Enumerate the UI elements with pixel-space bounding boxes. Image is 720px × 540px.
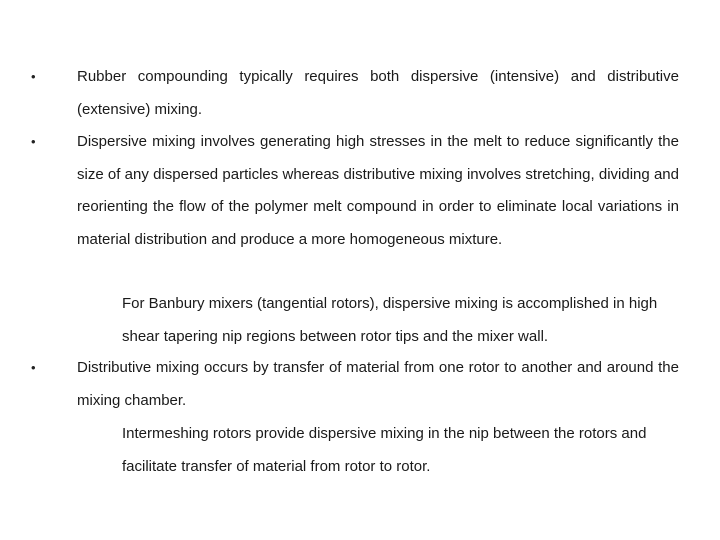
- bullet-text-2-part-1: involves generating high stresses in the melt to reduce significantly the size of any dispersed particles whereas: [77, 133, 679, 183]
- bullet-icon: •: [31, 134, 36, 149]
- term-distributive-mixing: distributive mixing: [343, 165, 463, 183]
- bullet-text-2: [77, 126, 679, 256]
- bullet-icon: •: [31, 360, 36, 375]
- bullet-text-2-part-2: involves stretching, dividing and reorienting the flow of the polymer melt compound in order to eliminate local variations in material distribution and produce a more homogeneous mixture.: [77, 165, 679, 248]
- bullet-text-1: Rubber compounding typically requires both dispersive (intensive) and distributive (extensive) mixing.: [77, 68, 679, 118]
- bullet-text-3: Distributive mixing occurs by transfer of material from one rotor to another and around the mixing chamber.: [77, 359, 679, 409]
- term-dispersive-mixing: Dispersive mixing: [77, 133, 196, 150]
- subnote-1: For Banbury mixers (tangential rotors), dispersive mixing is accomplished in high shear tapering nip regions between rotor tips and the mixer wall.: [122, 295, 658, 345]
- subnote-2: Intermeshing rotors provide dispersive mixing in the nip between the rotors and facilitate transfer of material from rotor to rotor.: [122, 425, 647, 475]
- bullet-icon: •: [31, 69, 36, 84]
